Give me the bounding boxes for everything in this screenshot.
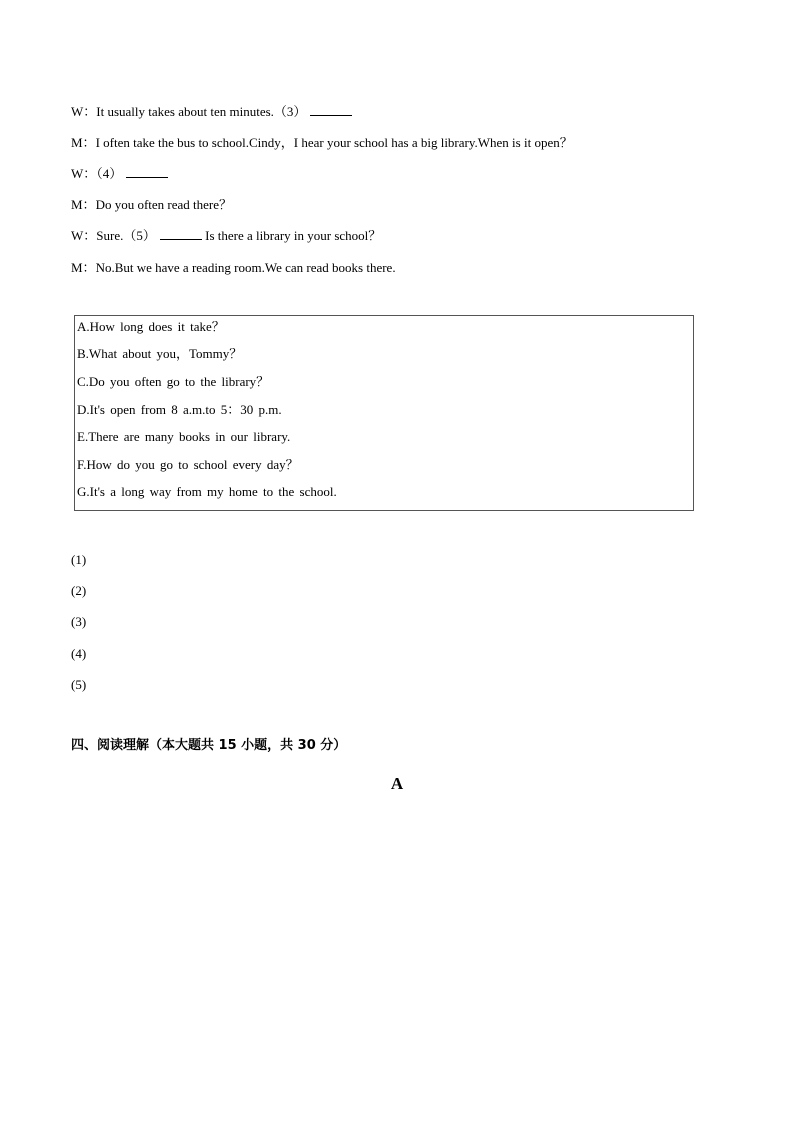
answer-blank-3[interactable]: [310, 103, 352, 116]
dialogue-line-3: [71, 165, 168, 183]
speaker-label: M：: [71, 197, 96, 212]
answer-number-2: (2): [71, 583, 87, 598]
option-d: D.It's open from 8 a.m.to 5：30 p.m.: [77, 402, 282, 417]
dialogue-text: Do you often read there？: [95, 197, 233, 212]
dialogue-text: Sure.（5）: [96, 228, 156, 243]
dialogue-text-after: Is there a library in your school？: [201, 228, 382, 243]
option-f: F.How do you go to school every day？: [77, 457, 299, 472]
speaker-label: W：: [71, 166, 97, 181]
dialogue-line-4: [71, 196, 232, 214]
dialogue-line-2: [71, 134, 573, 152]
speaker-label: M：: [71, 260, 96, 275]
answer-blank-4[interactable]: [126, 165, 168, 178]
dialogue-text: No.But we have a reading room.We can read books there.: [95, 260, 396, 275]
speaker-label: W：: [71, 104, 97, 119]
answer-number-5: (5): [71, 677, 87, 692]
answer-number-4: (4): [71, 646, 87, 661]
dialogue-text: I often take the bus to school.Cindy，I hear your school has a big library.When is it open？: [95, 135, 573, 150]
dialogue-text: （4）: [96, 166, 123, 181]
dialogue-text: It usually takes about ten minutes.（3）: [96, 104, 307, 119]
dialogue-line-1: [71, 103, 352, 121]
dialogue-line-6: [71, 259, 396, 277]
option-b: B.What about you，Tommy？: [77, 346, 243, 361]
answer-number-1: (1): [71, 552, 87, 567]
option-g: G.It's a long way from my home to the school.: [77, 484, 337, 499]
speaker-label: W：: [71, 228, 97, 243]
answer-number-3: (3): [71, 614, 87, 629]
option-c: C.Do you often go to the library？: [77, 374, 270, 389]
speaker-label: M：: [71, 135, 96, 150]
option-a: A.How long does it take？: [77, 319, 225, 334]
passage-label: A: [390, 774, 404, 793]
dialogue-line-5: [71, 227, 381, 245]
options-box: [74, 315, 694, 511]
option-e: E.There are many books in our library.: [77, 429, 291, 444]
answer-blank-5[interactable]: [160, 227, 202, 240]
section-title: 四、阅读理解（本大题共 15 小题，共 30 分）: [71, 738, 347, 753]
